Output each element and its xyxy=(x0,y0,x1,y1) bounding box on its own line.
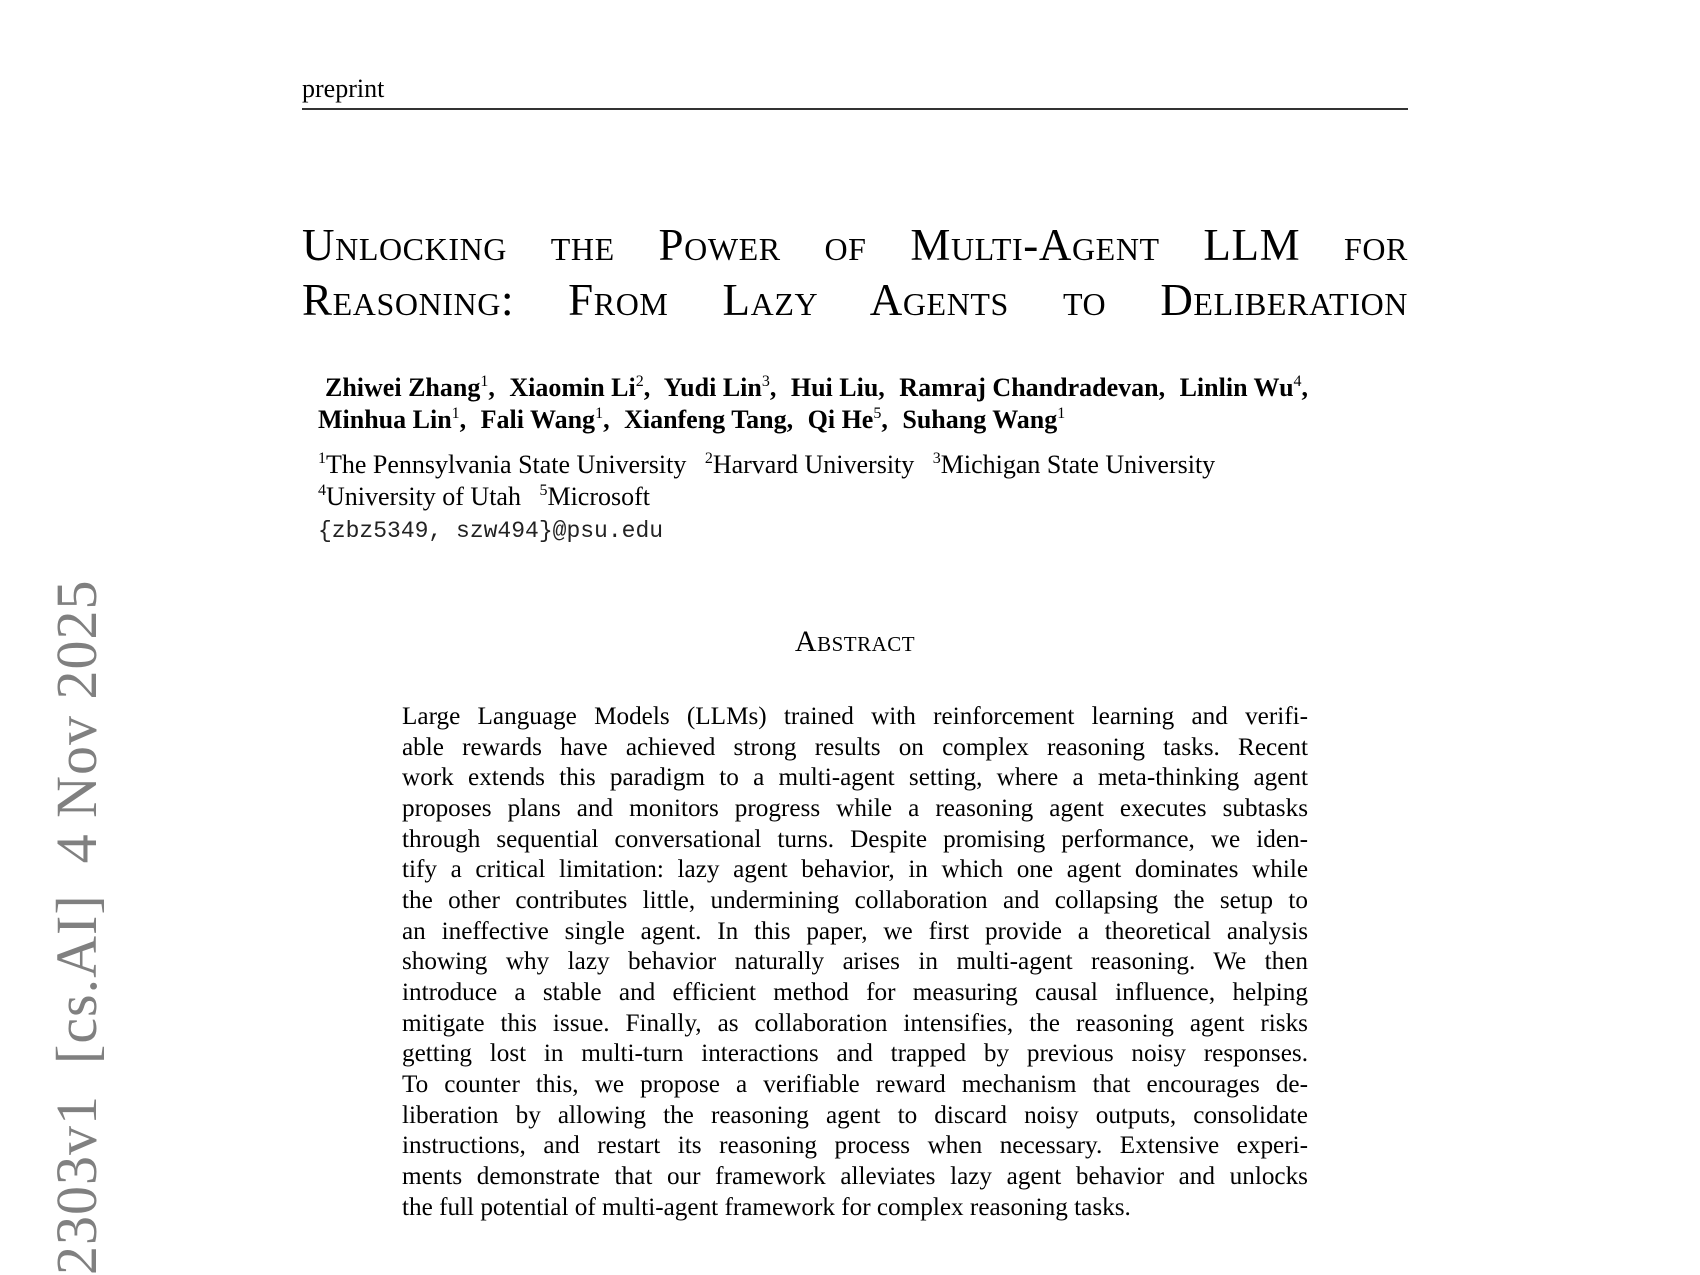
abstract-line: showing why lazy behavior naturally arises in multi-agent reasoning. We then xyxy=(402,948,1308,976)
affiliation: $^5$Microsoft xyxy=(539,482,651,511)
author-line-1: Zhiwei Zhang$^1$, Xiaomin Li$^2$, Yudi Lin$^3$, Hui Liu, Ramraj Chandradevan, Linlin Wu$^4$, xyxy=(325,373,1309,402)
affiliation-line-2 xyxy=(318,481,1227,513)
abstract-heading: Abstract xyxy=(794,625,916,658)
affiliation: $^2$Harvard University xyxy=(704,450,915,479)
header-rule xyxy=(302,108,1408,110)
abstract-line: introduce a stable and efficient method for measuring causal influence, helping xyxy=(402,978,1308,1006)
title-line-1 xyxy=(302,218,1408,273)
abstract-line: To counter this, we propose a verifiable reward mechanism that encourages de- xyxy=(402,1070,1308,1098)
affiliations xyxy=(318,449,1227,513)
abstract-line: liberation by allowing the reasoning agent to discard noisy outputs, consolidate xyxy=(402,1101,1308,1129)
author: Zhiwei Zhang$^1$ xyxy=(325,373,489,402)
title-word: Multi- xyxy=(910,220,1039,270)
author: Xianfeng Tang xyxy=(624,404,787,434)
title-word: Agents to xyxy=(869,275,1161,325)
abstract-line: Large Language Models (LLMs) trained with reinforcement learning and verifi- xyxy=(402,703,1308,730)
affiliation: $^1$The Pennsylvania State University xyxy=(318,450,687,479)
author: Minhua Lin$^1$ xyxy=(318,404,460,434)
author-line-2: Minhua Lin$^1$, Fali Wang$^1$, Xianfeng Tang, Qi He$^5$, Suhang Wang$^1$ xyxy=(318,404,1066,434)
author: Hui Liu xyxy=(790,373,879,402)
abstract-line: instructions, and restart its reasoning process when necessary. Extensive experi- xyxy=(402,1132,1308,1160)
author: Linlin Wu$^4$ xyxy=(1179,373,1302,402)
paper-title xyxy=(302,218,1408,328)
abstract-body xyxy=(402,702,1308,1223)
title-word: Reasoning: xyxy=(302,275,569,325)
contact-email[interactable]: {zbz5349, szw494}@psu.edu xyxy=(318,518,664,544)
abstract-line: through sequential conversational turns. Despite promising performance, we iden- xyxy=(402,825,1308,853)
title-word: Agent xyxy=(1038,220,1204,270)
author: Suhang Wang$^1$ xyxy=(902,404,1066,434)
abstract-line: an ineffective single agent. In this paper, we first provide a theoretical analysis xyxy=(402,917,1308,945)
author: Qi He$^5$ xyxy=(807,404,882,434)
running-header: preprint xyxy=(302,74,385,103)
abstract-line: proposes plans and monitors progress while a reasoning agent executes subtasks xyxy=(402,794,1308,822)
title-word: Power of xyxy=(658,220,911,270)
author: Yudi Lin$^3$ xyxy=(663,373,770,402)
author: Ramraj Chandradevan xyxy=(899,373,1159,402)
author: Fali Wang$^1$ xyxy=(480,404,604,434)
abstract-line: mitigate this issue. Finally, as collaboration intensifies, the reasoning agent risks xyxy=(402,1009,1308,1037)
affiliation: $^3$Michigan State University xyxy=(932,450,1216,479)
abstract-line: the other contributes little, undermining collaboration and collapsing the setup to xyxy=(402,886,1308,914)
abstract-line: able rewards have achieved strong results on complex reasoning tasks. Recent xyxy=(402,733,1308,761)
arxiv-date: 4 Nov 2025 xyxy=(44,579,109,864)
abstract-line: work extends this paradigm to a multi-agent setting, where a meta-thinking agent xyxy=(402,764,1308,792)
title-word: LLM for xyxy=(1203,220,1409,270)
title-word: Lazy xyxy=(722,275,870,325)
arxiv-id: 2303v1 xyxy=(44,1095,109,1275)
affiliation-line-1 xyxy=(318,449,1227,481)
abstract-line: getting lost in multi-turn interactions and trapped by previous noisy responses. xyxy=(402,1040,1308,1068)
author: Xiaomin Li$^2$ xyxy=(509,373,644,402)
author-list xyxy=(318,372,1418,435)
title-word: Deliberation xyxy=(1160,275,1408,325)
title-word: Unlocking the xyxy=(302,220,659,270)
abstract-line: the full potential of multi-agent framework for complex reasoning tasks. xyxy=(402,1193,1131,1221)
abstract-line: ments demonstrate that our framework alleviates lazy agent behavior and unlocks xyxy=(402,1162,1308,1190)
arxiv-category: [cs.AI] xyxy=(44,894,109,1064)
affiliation: $^4$University of Utah xyxy=(318,482,521,511)
abstract-line: tify a critical limitation: lazy agent behavior, in which one agent dominates while xyxy=(402,856,1308,884)
title-word: From xyxy=(568,275,723,325)
arxiv-stamp xyxy=(44,579,109,1275)
title-line-2 xyxy=(302,273,1408,328)
